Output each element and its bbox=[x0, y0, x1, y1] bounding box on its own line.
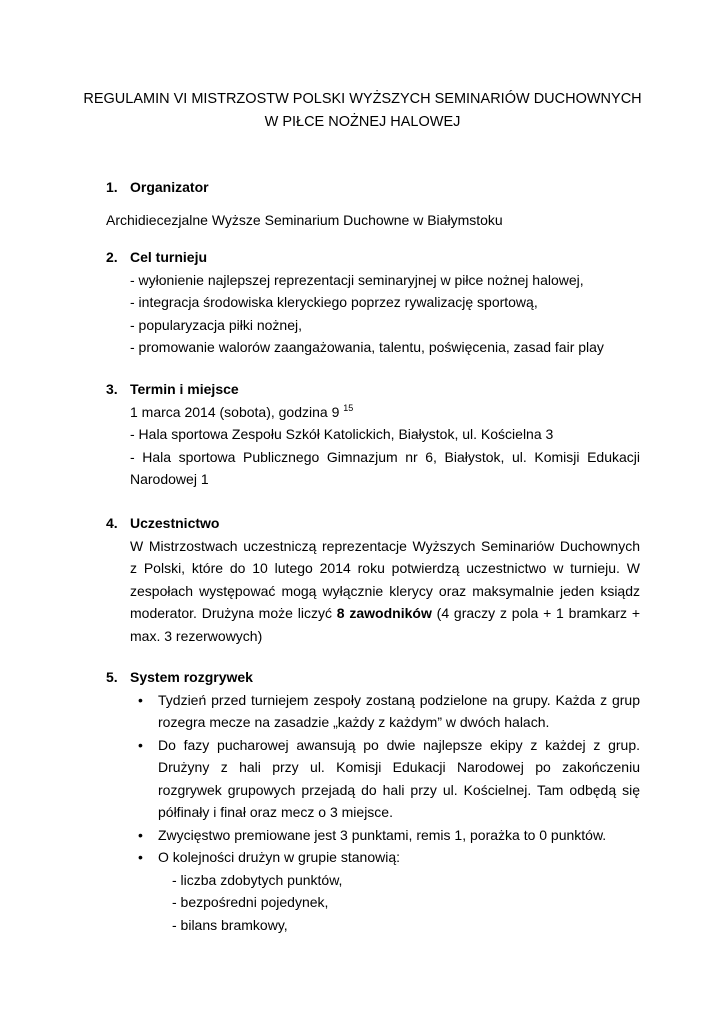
rule-text: Zwycięstwo premiowane jest 3 punktami, remis 1, porażka to 0 punktów. bbox=[158, 826, 607, 843]
rule-text: O kolejności drużyn w grupie stanowią: bbox=[158, 849, 401, 865]
ranking-criterion: - bezpośredni pojedynek, bbox=[172, 894, 329, 910]
section-5-number: 5. bbox=[106, 669, 118, 685]
title-line-2: W PIŁCE NOŻNEJ HALOWEJ bbox=[264, 114, 461, 130]
section-4-title: Uczestnictwo bbox=[130, 515, 220, 531]
venue-2: - Hala sportowa Publicznego Gimnazjum nr 6, Białystok, ul. Komisji Edukacji Narodowej 1 bbox=[130, 448, 640, 487]
section-1-title: Organizator bbox=[130, 179, 209, 195]
goal-item: - wyłonienie najlepszej reprezentacji seminaryjnej w piłce nożnej halowej, bbox=[130, 271, 584, 288]
event-date-text: 1 marca 2014 (sobota), godzina 9 bbox=[130, 403, 340, 420]
rule-item bbox=[106, 824, 640, 847]
section-3-number: 3. bbox=[106, 381, 118, 397]
participation-text-a: W Mistrzostwach uczestniczą reprezentacje Wyższych Seminariów Duchownych z Polski, które do 10 lutego 2014 roku potwierdzą uczestnictwo w turnieju. W zespołach występować mogą wyłącznie klerycy oraz maksymalnie jeden ksiądz moderator. Drużyna może liczyć bbox=[130, 537, 640, 621]
section-1-heading bbox=[106, 176, 640, 199]
section-termin-i-miejsce bbox=[106, 378, 640, 491]
rule-text: Do fazy pucharowej awansują po dwie najlepsze ekipy z każdej z grup. Drużyny z hali przy ul. Komisji Edukacji Narodowej po zakończeniu rozgrywek grupowych przejadą do hali przy ul. Kościelnej. Tam odbędą się półfinały i finał oraz mecz o 3 miejsce. bbox=[158, 736, 640, 820]
rule-text: Tydzień przed turniejem zespoły zostaną podzielone na grupy. Każda z grup rozegra mecze na zasadzie „każdy z każdym” w dwóch halach. bbox=[158, 691, 640, 730]
ranking-criterion: - bilans bramkowy, bbox=[172, 916, 288, 933]
goal-item: - promowanie walorów zaangażowania, talentu, poświęcenia, zasad fair play bbox=[130, 339, 604, 355]
ranking-criterion: - liczba zdobytych punktów, bbox=[172, 871, 343, 888]
section-5-title: System rozgrywek bbox=[130, 669, 253, 685]
goal-item: - integracja środowiska kleryckiego poprzez rywalizację sportową, bbox=[130, 294, 538, 310]
event-time-minutes: 15 bbox=[343, 402, 354, 413]
rule-item bbox=[106, 846, 640, 869]
rule-item bbox=[106, 689, 640, 734]
section-uczestnictwo bbox=[106, 512, 640, 647]
section-2-heading bbox=[106, 246, 640, 269]
section-organizator bbox=[106, 176, 640, 231]
section-4-number: 4. bbox=[106, 515, 118, 531]
title-line-1: REGULAMIN VI MISTRZOSTW POLSKI WYŻSZYCH SEMINARIÓW DUCHOWNYCH bbox=[83, 91, 642, 107]
rule-item bbox=[106, 734, 640, 824]
section-cel-turnieju bbox=[106, 246, 640, 359]
event-date bbox=[106, 401, 640, 424]
section-5-heading bbox=[106, 666, 640, 689]
section-2-title: Cel turnieju bbox=[130, 249, 208, 265]
bullet-icon: • bbox=[138, 691, 143, 708]
venue-1: - Hala sportowa Zespołu Szkół Katolickich, Białystok, ul. Kościelna 3 bbox=[130, 426, 554, 442]
goal-item: - popularyzacja piłki nożnej, bbox=[130, 316, 302, 333]
section-2-number: 2. bbox=[106, 249, 118, 265]
bullet-icon: • bbox=[138, 826, 143, 843]
rules-list bbox=[106, 689, 640, 869]
participation-text-b: (4 graczy z pola + 1 bramkarz + max. 3 rezerwowych) bbox=[130, 605, 640, 644]
organizer-text: Archidiecezjalne Wyższe Seminarium Duchowne w Białymstoku bbox=[106, 211, 503, 228]
bullet-icon: • bbox=[138, 736, 143, 753]
section-1-number: 1. bbox=[106, 179, 118, 195]
section-3-title: Termin i miejsce bbox=[130, 381, 239, 397]
section-4-heading bbox=[106, 512, 640, 535]
section-system-rozgrywek bbox=[106, 666, 640, 936]
bullet-icon: • bbox=[138, 849, 143, 865]
section-3-heading bbox=[106, 378, 640, 401]
document-title bbox=[0, 88, 725, 134]
participation-text bbox=[106, 535, 640, 648]
player-count: 8 zawodników bbox=[336, 605, 432, 621]
